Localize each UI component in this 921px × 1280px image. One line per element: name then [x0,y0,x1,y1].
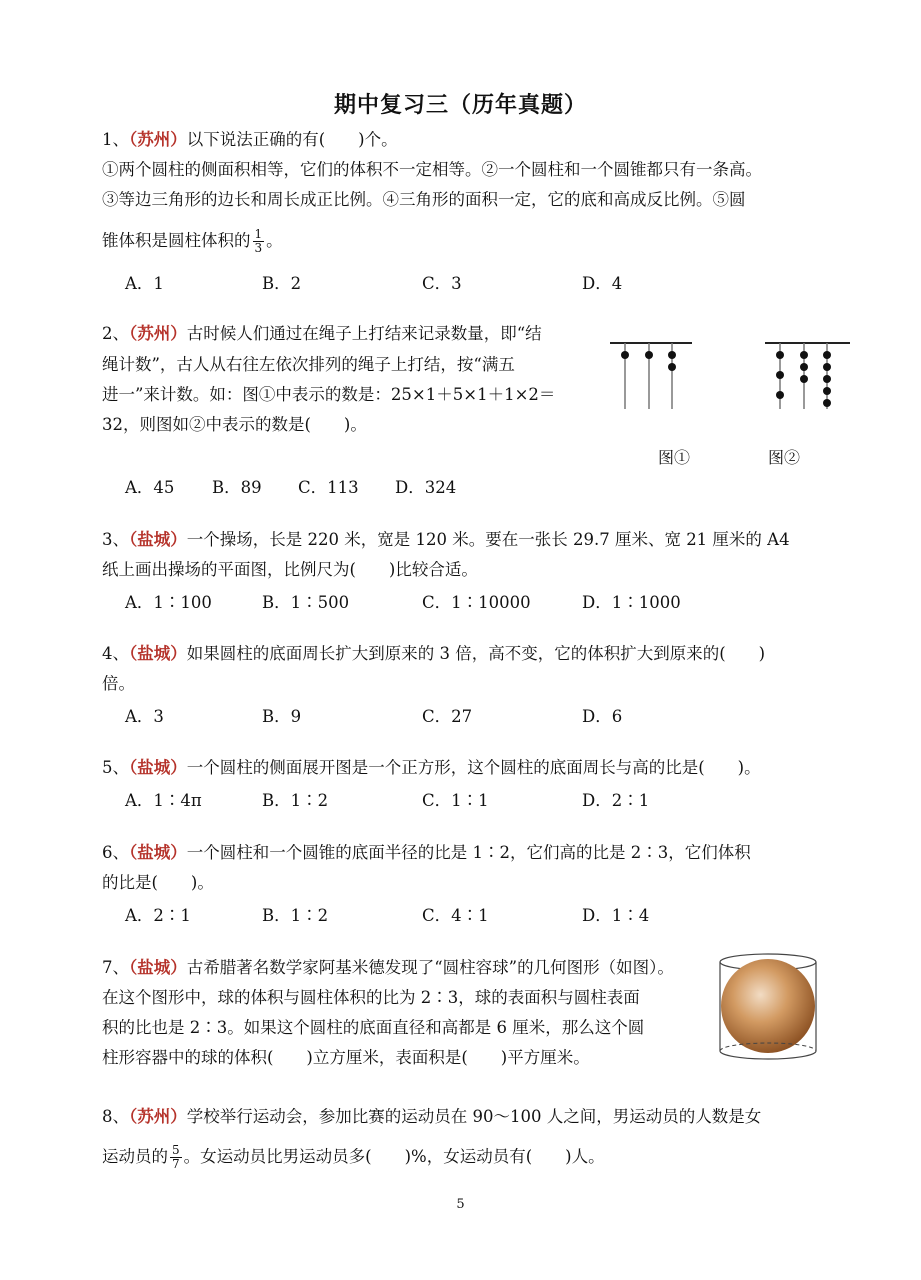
q5-line-1: 5、（盐城）一个圆柱的侧面展开图是一个正方形，这个圆柱的底面周长与高的比是( )。 [102,758,761,777]
q1-option-b: B．2 [262,274,302,293]
page-title: 期中复习三（历年真题） [333,92,587,118]
q4-option-a: A．3 [125,707,164,726]
q5-option-b: B．1∶2 [262,791,329,810]
q1-line-3: ③等边三角形的边长和周长成正比例。④三角形的面积一定，它的底和高成反比例。⑤圆 [102,190,746,209]
q1-line-1: 1、（苏州）以下说法正确的有( )个。 [102,130,398,149]
q2-source-tag: （苏州） [129,324,187,343]
q2-line-3: 进一”来计数。如：图①中表示的数是：25×1＋5×1＋1×2＝ [102,385,556,404]
q4-source-tag: （盐城） [129,644,187,663]
knot-figure-2 [760,335,860,415]
q3-line-2: 纸上画出操场的平面图，比例尺为( )比较合适。 [102,560,478,579]
q6-source-tag: （盐城） [129,843,187,862]
q4-line-2: 倍。 [102,674,135,693]
q8-line-2: 运动员的 $\frac{5}{7}$ 。女运动员比男运动员多( )%，女运动员有( )人。 [102,1143,605,1171]
q2-option-c: C．113 [298,478,359,497]
q5-option-c: C．1∶1 [422,791,489,810]
q1-option-d: D．4 [582,274,623,293]
fig-label-2: 图② [768,448,801,467]
fig-label-1: 图① [658,448,691,467]
q1-line-4: 锥体积是圆柱体积的 $\frac{1}{3}$ 。 [102,227,283,255]
q3-option-b: B．1∶500 [262,593,350,612]
cylinder-sphere-figure [712,948,824,1064]
q2-line-1: 2、（苏州）古时候人们通过在绳子上打结来记录数量，即“结 [102,324,542,343]
q5-option-d: D．2∶1 [582,791,650,810]
q7-line-4: 柱形容器中的球的体积( )立方厘米，表面积是( )平方厘米。 [102,1048,590,1067]
q2-option-b: B．89 [212,478,262,497]
q2-option-a: A．45 [125,478,175,497]
q6-option-b: B．1∶2 [262,906,329,925]
q3-option-d: D．1∶1000 [582,593,681,612]
q8-source-tag: （苏州） [129,1107,187,1126]
q7-line-3: 积的比也是 2∶3。如果这个圆柱的底面直径和高都是 6 厘米，那么这个圆 [102,1018,645,1037]
q6-line-1: 6、（盐城）一个圆柱和一个圆锥的底面半径的比是 1∶2，它们高的比是 2∶3，它们体积 [102,843,751,862]
q1-fraction: $\frac{1}{3}$ [254,227,263,255]
q6-line-2: 的比是( )。 [102,873,214,892]
q3-line-1: 3、（盐城）一个操场，长是 220 米，宽是 120 米。要在一张长 29.7 厘米、宽 21 厘米的 A4 [102,530,790,549]
q6-option-c: C．4∶1 [422,906,489,925]
q3-option-a: A．1∶100 [125,593,212,612]
q4-option-d: D．6 [582,707,623,726]
q6-option-a: A．2∶1 [125,906,191,925]
q8-fraction: $\frac{5}{7}$ [172,1143,180,1171]
q4-option-b: B．9 [262,707,302,726]
page-number: 5 [456,1197,465,1212]
q3-option-c: C．1∶10000 [422,593,531,612]
q1-source-tag: （苏州） [129,130,187,149]
q7-line-2: 在这个图形中，球的体积与圆柱体积的比为 2∶3，球的表面积与圆柱表面 [102,988,640,1007]
q2-line-2: 绳计数”，古人从右往左依次排列的绳子上打结，按“满五 [102,355,515,374]
q1-option-a: A．1 [125,274,164,293]
q4-line-1: 4、（盐城）如果圆柱的底面周长扩大到原来的 3 倍，高不变，它的体积扩大到原来的( ) [102,644,766,663]
q4-option-c: C．27 [422,707,473,726]
q3-source-tag: （盐城） [129,530,187,549]
knot-figure-1 [600,335,700,415]
q5-option-a: A．1∶4π [125,791,202,810]
q5-source-tag: （盐城） [129,758,187,777]
q1-option-c: C．3 [422,274,462,293]
q1-line-2: ①两个圆柱的侧面积相等，它们的体积不一定相等。②一个圆柱和一个圆锥都只有一条高。 [102,160,762,179]
q8-line-1: 8、（苏州）学校举行运动会，参加比赛的运动员在 90～100 人之间，男运动员的人数是女 [102,1107,762,1126]
q7-source-tag: （盐城） [129,958,187,977]
q2-option-d: D．324 [395,478,457,497]
q2-line-4: 32，则图如②中表示的数是( )。 [102,415,367,434]
q7-line-1: 7、（盐城）古希腊著名数学家阿基米德发现了“圆柱容球”的几何图形（如图）。 [102,958,674,977]
q6-option-d: D．1∶4 [582,906,650,925]
